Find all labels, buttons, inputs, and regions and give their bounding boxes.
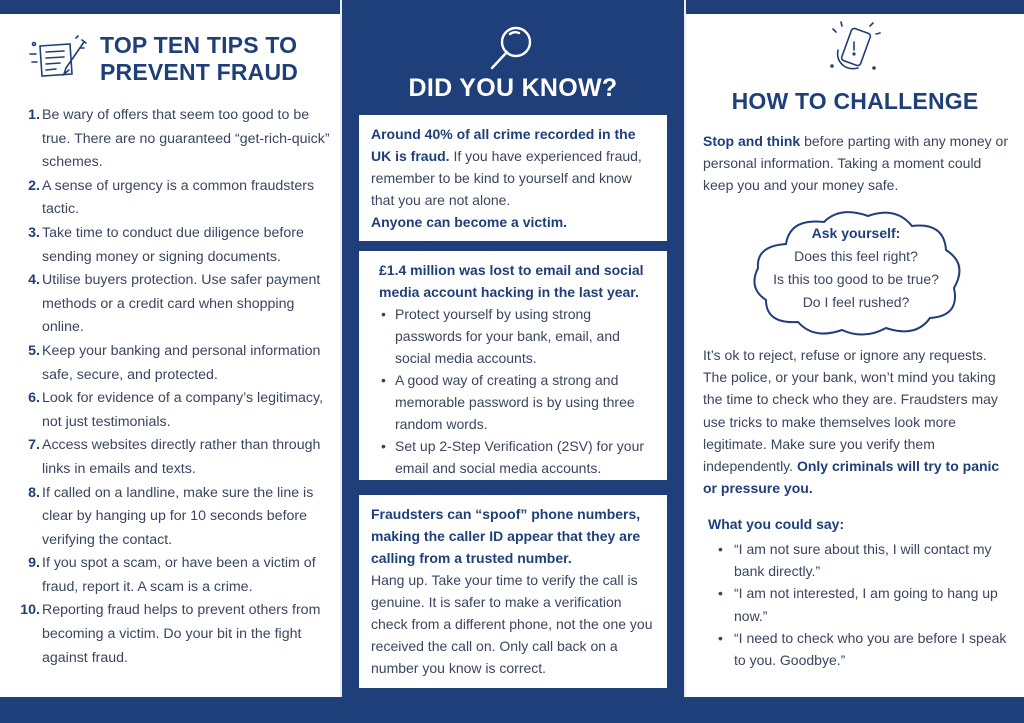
cloud-text xyxy=(746,222,966,314)
tip-text: If called on a landline, make sure the line is clear by hanging up for 10 seconds before verifying the contact. xyxy=(42,484,314,548)
tip-text: Look for evidence of a company’s legitimacy, not just testimonials. xyxy=(42,390,324,430)
magnifying-glass-icon xyxy=(482,22,542,74)
question: Does this feel right? xyxy=(794,248,918,264)
list-item xyxy=(18,599,330,670)
left-title xyxy=(100,32,298,86)
tip-text: If you spot a scam, or have been a victim of fraud, report it. A scam is a crime. xyxy=(42,555,316,595)
stop-and-think-paragraph xyxy=(703,130,1013,197)
middle-title: DID YOU KNOW? xyxy=(408,74,618,102)
list-item xyxy=(18,269,330,340)
list-item xyxy=(18,340,330,387)
tip-number: 10. xyxy=(20,602,40,619)
what-to-say-list xyxy=(716,538,1016,671)
list-item xyxy=(18,175,330,222)
left-header xyxy=(26,32,298,86)
list-item: • “I am not sure about this, I will contact my bank directly.” xyxy=(716,538,1016,582)
what-to-say-heading: What you could say: xyxy=(708,516,845,532)
fact-bold: £1.4 million was lost to email and social media account hacking in the last year. xyxy=(379,262,644,300)
tip-number: 3. xyxy=(28,224,40,241)
list-item xyxy=(18,222,330,269)
tip-number: 4. xyxy=(28,272,40,289)
right-title: HOW TO CHALLENGE xyxy=(731,88,979,114)
para-text: It’s ok to reject, refuse or ignore any requests. The police, or your bank, won’t mind you taking the time to check who they are. Fraudsters may use tricks to make themselves look more legitimate. Make sure you verify them independently. xyxy=(703,347,998,475)
tip-text: Take time to conduct due diligence before sending money or signing documents. xyxy=(42,224,304,265)
tip-number: 8. xyxy=(28,484,40,501)
list-item xyxy=(18,552,330,599)
question: Do I feel rushed? xyxy=(802,294,910,310)
list-item: • “I need to check who you are before I speak to you. Goodbye.” xyxy=(716,627,1016,671)
fact-bold: Fraudsters can “spoof” phone numbers, making the caller ID appear that they are calling from a trusted number. xyxy=(371,506,641,566)
middle-panel xyxy=(342,14,684,697)
checklist-pen-icon xyxy=(26,34,90,82)
tip-number: 7. xyxy=(28,437,40,454)
left-panel xyxy=(0,14,342,697)
reject-requests-paragraph xyxy=(703,344,1013,499)
fact-text: If you have experienced fraud, remember to be kind to yourself and know that you are not alone. xyxy=(371,148,642,208)
bottom-band xyxy=(0,697,1024,723)
list-item xyxy=(18,482,330,553)
list-item: • Set up 2-Step Verification (2SV) for your email and social media accounts. xyxy=(379,435,655,479)
ask-yourself-heading: Ask yourself: xyxy=(811,225,901,241)
fact-text: Hang up. Take your time to verify the call is genuine. It is safer to make a verification check from a different phone, not the one you received the call on. Only call back on a number you know is correct. xyxy=(371,572,653,676)
tip-number: 6. xyxy=(28,390,40,407)
tip-text: Access websites directly rather than through links in emails and texts. xyxy=(42,437,321,477)
tip-text: Utilise buyers protection. Use safer payment methods or a credit card when shopping online. xyxy=(42,272,321,336)
para-bold: Stop and think xyxy=(703,133,801,149)
fact-box-hacking xyxy=(359,251,667,480)
right-panel xyxy=(686,14,1024,697)
para-bold: Only criminals will try to panic or pressure you. xyxy=(703,458,1000,497)
question: Is this too good to be true? xyxy=(773,271,939,287)
list-item xyxy=(18,387,330,434)
tips-list xyxy=(18,104,330,670)
fact-bold: Around 40% of all crime recorded in the UK is fraud. xyxy=(371,126,636,164)
password-tips-list xyxy=(379,303,655,479)
tip-number: 5. xyxy=(28,342,40,359)
left-title-line-2: PREVENT FRAUD xyxy=(100,59,299,85)
list-item xyxy=(18,104,330,175)
tip-text: Be wary of offers that seem too good to be true. There are no guaranteed “get-rich-quick” schemes. xyxy=(42,107,330,171)
list-item: • Protect yourself by using strong passwords for your bank, email, and social media accounts. xyxy=(379,303,655,369)
tip-text: A sense of urgency is a common fraudsters tactic. xyxy=(42,177,315,218)
fact-box-spoofing xyxy=(359,495,667,688)
list-item: • “I am not interested, I am going to hang up now.” xyxy=(716,582,1016,626)
left-title-line-1: TOP TEN TIPS TO xyxy=(100,32,298,58)
phone-warning-icon xyxy=(824,20,884,78)
para-text: before parting with any money or personal information. Taking a moment could keep you and your money safe. xyxy=(703,133,1008,194)
list-item: • A good way of creating a strong and memorable password is by using three random words. xyxy=(379,369,655,435)
tip-number: 9. xyxy=(28,555,40,572)
tip-text: Keep your banking and personal information safe, secure, and protected. xyxy=(42,342,321,383)
tip-text: Reporting fraud helps to prevent others from becoming a victim. Do your bit in the fight against fraud. xyxy=(42,602,321,666)
fact-box-crime xyxy=(359,115,667,241)
top-band xyxy=(0,0,1024,14)
tip-number: 1. xyxy=(28,107,40,123)
list-item xyxy=(18,434,330,481)
tip-number: 2. xyxy=(28,177,40,194)
fact-bold-2: Anyone can become a victim. xyxy=(371,214,568,230)
